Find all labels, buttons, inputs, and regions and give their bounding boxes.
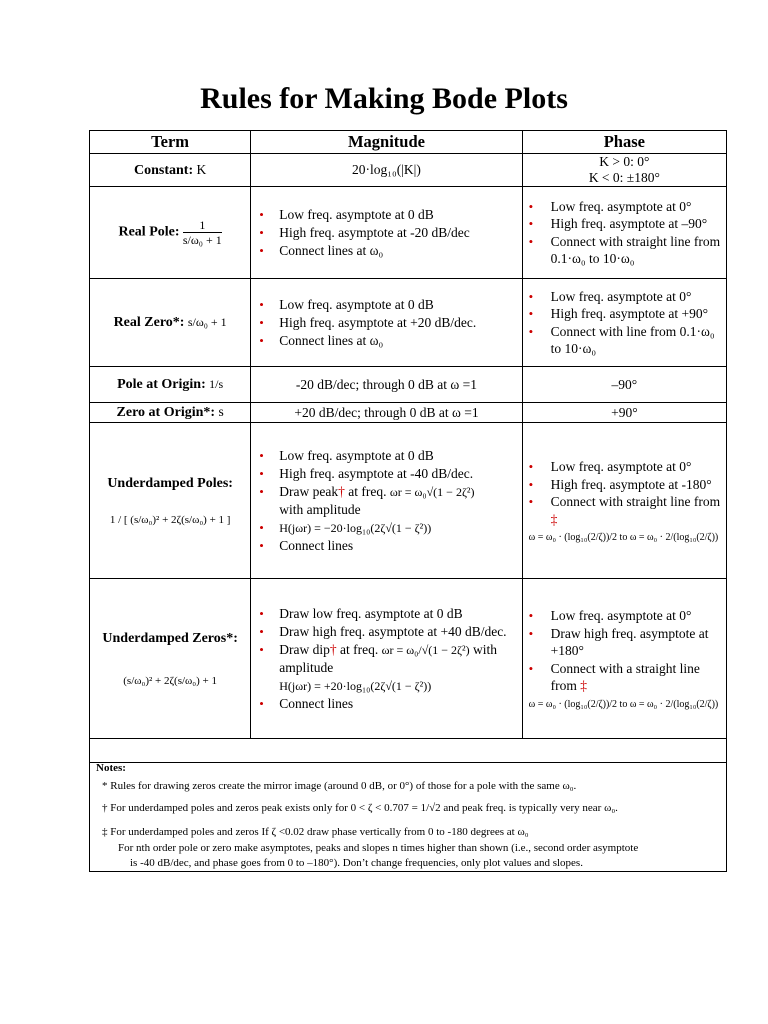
phase-underdamped-poles: • Low freq. asymptote at 0° • High freq. asymptote at -180° • Connect with straight line from ‡ ω = ω₀ · (log₁₀(2/ζ))/2 to ω = ω₀ · 2/(log₁₀(2/ζ)) xyxy=(522,423,726,579)
term-constant: Constant: K xyxy=(90,154,251,187)
notes-heading: Notes: xyxy=(96,762,126,774)
header-row xyxy=(90,131,727,154)
term-zero-origin: Zero at Origin*: s xyxy=(90,403,251,423)
notes-section xyxy=(89,760,727,872)
note-mirror: * Rules for drawing zeros create the mirror image (around 0 dB, or 0°) of those for a pole with the same ω₀. xyxy=(102,780,577,792)
magnitude-constant: 20·log₁₀(|K|) xyxy=(251,154,522,187)
note-peak: † For underdamped poles and zeros peak exists only for 0 < ζ < 0.707 = 1/√2 and peak freq. is typically very near ω₀. xyxy=(102,802,618,814)
header-phase: Phase xyxy=(522,131,726,154)
row-zero-origin xyxy=(90,403,727,423)
magnitude-underdamped-poles: • Low freq. asymptote at 0 dB • High freq. asymptote at -40 dB/dec. • Draw peak† at freq. ωr = ω₀√(1 − 2ζ²) with amplitude • H(jωr) = −20·log₁₀(2ζ√(1 − ζ²)) • Connect lines xyxy=(251,423,522,579)
phase-zero-origin: +90° xyxy=(522,403,726,423)
note-phase: ‡ For underdamped poles and zeros If ζ <0.02 draw phase vertically from 0 to -180 degrees at ω₀ xyxy=(102,826,529,838)
term-real-pole: Real Pole: $\frac{1}{\text{s/ω₀ + 1}}$ xyxy=(90,187,251,279)
empty-row xyxy=(90,739,727,763)
magnitude-real-zero: • Low freq. asymptote at 0 dB • High freq. asymptote at +20 dB/dec. • Connect lines at ω₀ xyxy=(251,279,522,367)
magnitude-underdamped-zeros: • Draw low freq. asymptote at 0 dB • Draw high freq. asymptote at +40 dB/dec. • Draw dip† at freq. ωr = ω₀/√(1 − 2ζ²) with amplitude H(jωr) = +20·log₁₀(2ζ√(1 − ζ²)) • Connect lines xyxy=(251,579,522,739)
phase-underdamped-zeros: • Low freq. asymptote at 0° • Draw high freq. asymptote at +180° • Connect with a straight line from ‡ ω = ω₀ · (log₁₀(2/ζ))/2 to ω = ω₀ · 2/(log₁₀(2/ζ)) xyxy=(522,579,726,739)
real-pole-formula: $\frac{1}{\text{s/ω₀ + 1}}$ xyxy=(182,218,222,247)
header-magnitude: Magnitude xyxy=(251,131,522,154)
term-real-zero: Real Zero*: s/ω₀ + 1 xyxy=(90,279,251,367)
magnitude-real-pole: • Low freq. asymptote at 0 dB • High freq. asymptote at -20 dB/dec • Connect lines at ω₀ xyxy=(251,187,522,279)
bode-rules-table xyxy=(89,130,727,763)
header-term: Term xyxy=(90,131,251,154)
phase-constant: K > 0: 0° K < 0: ±180° xyxy=(522,154,726,187)
magnitude-zero-origin: +20 dB/dec; through 0 dB at ω =1 xyxy=(251,403,522,423)
note-nth-order-2: is -40 dB/dec, and phase goes from 0 to –180°). Don’t change frequencies, only plot values and slopes. xyxy=(130,857,583,869)
note-nth-order-1: For nth order pole or zero make asymptotes, peaks and slopes n times higher than shown (i.e., second order asymptote xyxy=(118,842,639,854)
row-underdamped-zeros xyxy=(90,579,727,739)
phase-real-pole: • Low freq. asymptote at 0° • High freq. asymptote at –90° • Connect with straight line from 0.1·ω₀ to 10·ω₀ xyxy=(522,187,726,279)
term-underdamped-poles: Underdamped Poles: 1 / [ (s/ω₀)² + 2ζ(s/ω₀) + 1 ] xyxy=(90,423,251,579)
term-underdamped-zeros: Underdamped Zeros*: (s/ω₀)² + 2ζ(s/ω₀) + 1 xyxy=(90,579,251,739)
phase-pole-origin: –90° xyxy=(522,367,726,403)
row-underdamped-poles xyxy=(90,423,727,579)
row-pole-origin xyxy=(90,367,727,403)
phase-real-zero: • Low freq. asymptote at 0° • High freq. asymptote at +90° • Connect with line from 0.1·ω₀ to 10·ω₀ xyxy=(522,279,726,367)
row-real-zero xyxy=(90,279,727,367)
term-pole-origin: Pole at Origin: 1/s xyxy=(90,367,251,403)
row-real-pole xyxy=(90,187,727,279)
magnitude-pole-origin: -20 dB/dec; through 0 dB at ω =1 xyxy=(251,367,522,403)
page-title: Rules for Making Bode Plots xyxy=(200,82,568,115)
row-constant xyxy=(90,154,727,187)
